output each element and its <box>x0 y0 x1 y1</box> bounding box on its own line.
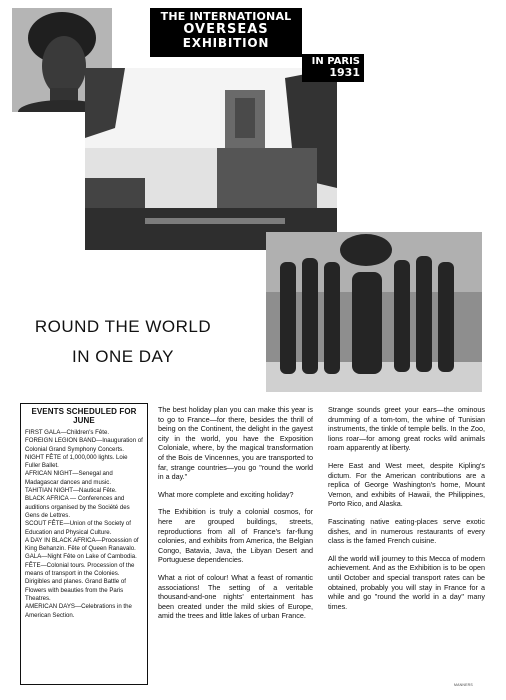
body-column-middle <box>158 405 313 629</box>
event-item: SCOUT FÊTE—Union of the Society of Education and Physical Culture. <box>25 520 131 536</box>
event-item: AFRICAN NIGHT—Senegal and Madagascar dances and music. <box>25 470 113 486</box>
body-paragraph: Strange sounds greet your ears—the ominous drumming of a tom-tom, the whine of Tunisian instruments, the tinkle of temple bells. In the Zoo, lions roar—for among great rocks wild animals roam apparently at liberty. <box>328 405 485 453</box>
location-badge <box>302 54 364 82</box>
title-line-2: OVERSEAS <box>183 21 269 37</box>
printer-imprint: MANNERS <box>454 683 473 687</box>
event-item: TAHITIAN NIGHT—Nautical Fête. <box>25 487 117 495</box>
title-line-3: EXHIBITION <box>182 35 270 50</box>
event-item: GALA—Night Fête on Lake of Cambodia. <box>25 553 137 561</box>
dancers-photo <box>266 232 482 392</box>
body-paragraph: The best holiday plan you can make this year is to go to France—for there, besides the thrill of being on the Continent, the delight in the gayest city in the world, you have the Exposition Coloniale, where, by the magical transformation of the Bois de Vincennes, you are transported to far, strange countries—you go "round the world in a day." <box>158 405 313 482</box>
title-line-1: THE INTERNATIONAL <box>160 10 292 23</box>
headline-line-1: ROUND THE WORLD <box>34 317 212 336</box>
event-item: FIRST GALA—Children's Fête. <box>25 429 110 436</box>
pavilion-photo <box>85 68 337 250</box>
event-item: NIGHT FÊTE of 1,000,000 lights. Loie Fuller Ballet. <box>25 453 128 470</box>
year-label: 1931 <box>329 66 360 79</box>
body-paragraph: What a riot of colour! What a feast of romantic associations! The setting of a veritable thousand-and-one nights' entertainment has been created under the mild skies of Europe, amid the trees and little lakes of urban France. <box>158 572 313 621</box>
body-paragraph: Fascinating native eating-places serve exotic dishes, and in numerous restaurants of every class is the famed French cuisine. <box>328 516 485 546</box>
event-item: A DAY IN BLACK AFRICA—Procession of King Behanzin. Fête of Queen Ranavalo. <box>25 536 139 553</box>
body-paragraph: The Exhibition is truly a colonial cosmos, for here are grouped buildings, streets, reproductions from all of France's far-flung colonies, and exhibits from America, the Belgian Congo, Batavia, Java, the Libyan Desert and Portuguese dependencies. <box>158 507 313 565</box>
event-item: FOREIGN LEGION BAND—Inauguration of Colonial Grand Symphony Concerts. <box>25 437 143 453</box>
event-item: AMERICAN DAYS—Celebrations in the American Section. <box>25 603 132 619</box>
body-column-right <box>328 405 485 619</box>
event-item: BLACK AFRICA — Conferences and auditions organised by the Société des Gens de Lettres. <box>25 495 130 519</box>
location-label: IN PARIS <box>311 56 360 67</box>
event-item: FÊTE—Colonial tours. Procession of the means of transport in the Colonies. Dirigibles and planes. Grand Battle of Flowers with beauties from the Paris Theatres. <box>25 561 135 602</box>
body-paragraph: All the world will journey to this Mecca of modern achievement. And as the Exhibition is to be open until October and special transport rates can be obtained, probably you will stay in France for a while and go "round the world in a day" many times. <box>328 553 485 611</box>
events-title: EVENTS SCHEDULED FOR JUNE <box>31 407 137 425</box>
exhibition-title <box>150 8 302 57</box>
events-box <box>20 403 148 685</box>
body-paragraph: Here East and West meet, despite Kipling's dictum. For the American contributions are a replica of George Washington's home, Mount Vernon, and exhibits of Hawaii, the Philippines, Porto Rico, and Alaska. <box>328 460 485 509</box>
body-paragraph: What more complete and exciting holiday? <box>158 489 294 499</box>
headline-line-2: IN ONE DAY <box>72 347 174 366</box>
page-headline <box>18 312 228 372</box>
